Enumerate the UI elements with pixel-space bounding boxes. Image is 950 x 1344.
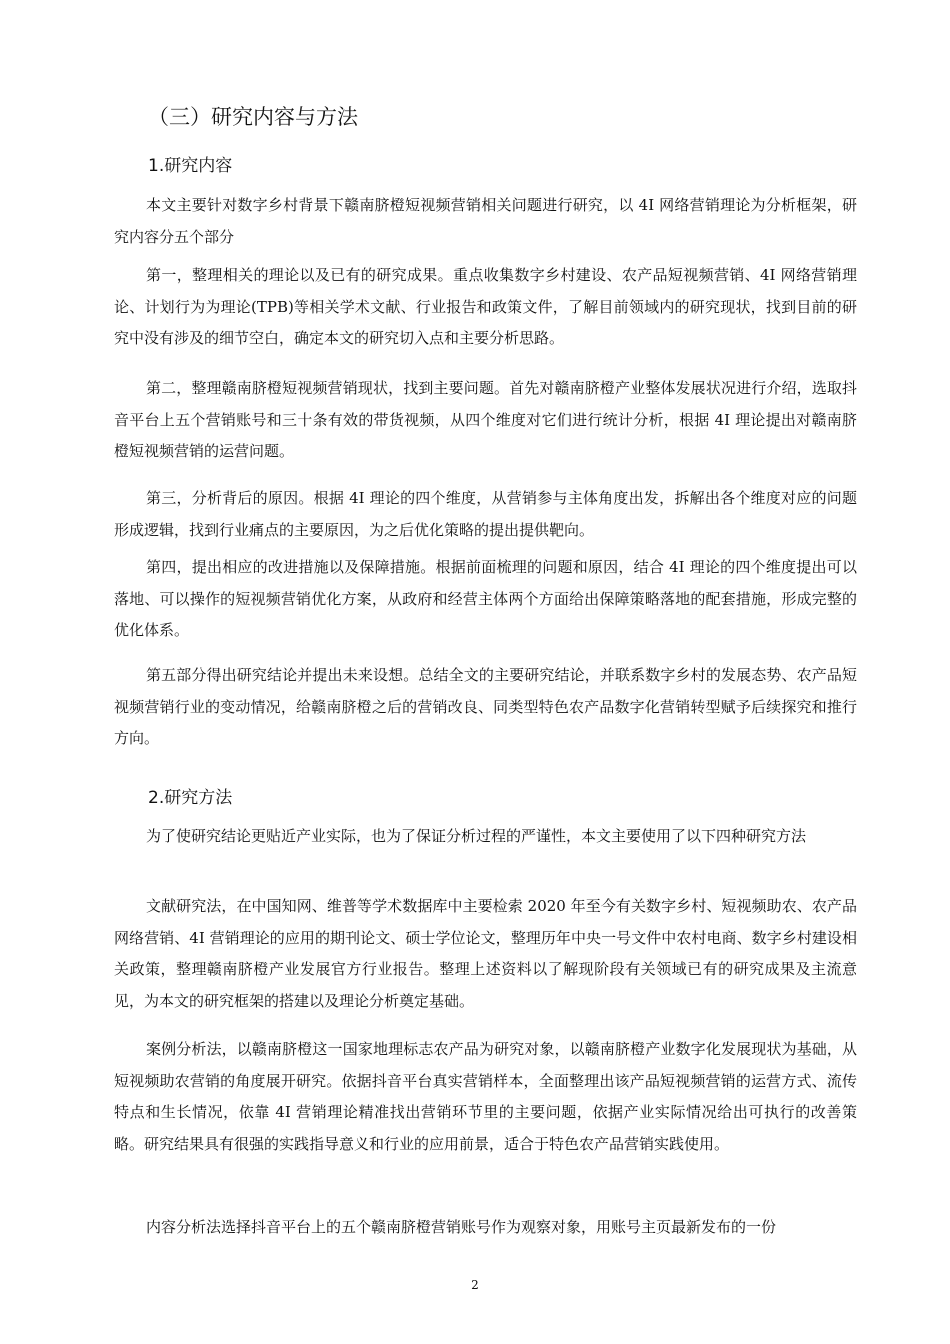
- subsection-heading-research-methods: 2.研究方法: [148, 788, 233, 808]
- paragraph-method-case-study: 案例分析法，以赣南脐橙这一国家地理标志农产品为研究对象，以赣南脐橙产业数字化发展现状为基础，从短视频助农营销的角度展开研究。依据抖音平台真实营销样本，全面整理出该产品短视频营销的运营方式、流传特点和生长情况，依靠 4I 营销理论精准找出营销环节里的主要问题，依据产业实际情况给出可执行的改善策略。研究结果具有很强的实践指导意义和行业的应用前景，适合于特色农产品营销实践使用。: [114, 1040, 857, 1153]
- paragraph-content-part-2: 第二，整理赣南脐橙短视频营销现状，找到主要问题。首先对赣南脐橙产业整体发展状况进行介绍，选取抖音平台上五个营销账号和三十条有效的带货视频，从四个维度对它们进行统计分析，根据 4I 理论提出对赣南脐橙短视频营销的运营问题。: [114, 379, 857, 460]
- paragraph-content-intro: 本文主要针对数字乡村背景下赣南脐橙短视频营销相关问题进行研究，以 4I 网络营销理论为分析框架，研究内容分五个部分: [114, 196, 857, 246]
- paragraph-content-part-5: 第五部分得出研究结论并提出未来设想。总结全文的主要研究结论，并联系数字乡村的发展态势、农产品短视频营销行业的变动情况，给赣南脐橙之后的营销改良、同类型特色农产品数字化营销转型赋予后续探究和推行方向。: [114, 666, 857, 747]
- paragraph-content-part-4: 第四，提出相应的改进措施以及保障措施。根据前面梳理的问题和原因，结合 4I 理论的四个维度提出可以落地、可以操作的短视频营销优化方案，从政府和经营主体两个方面给出保障策略落地的配套措施，形成完整的优化体系。: [114, 558, 857, 639]
- subsection-heading-research-content: 1.研究内容: [148, 156, 233, 176]
- paragraph-content-part-1: 第一，整理相关的理论以及已有的研究成果。重点收集数字乡村建设、农产品短视频营销、4I 网络营销理论、计划行为为理论(TPB)等相关学术文献、行业报告和政策文件，了解目前领域内的研究现状，找到目前的研究中没有涉及的细节空白，确定本文的研究切入点和主要分析思路。: [114, 266, 857, 347]
- paragraph-method-content-analysis: 内容分析法选择抖音平台上的五个赣南脐橙营销账号作为观察对象，用账号主页最新发布的一份: [146, 1218, 777, 1236]
- page-number: 2: [471, 1278, 479, 1292]
- paragraph-method-literature: 文献研究法，在中国知网、维普等学术数据库中主要检索 2020 年至今有关数字乡村、短视频助农、农产品网络营销、4I 营销理论的应用的期刊论文、硕士学位论文，整理历年中央一号文件中农村电商、数字乡村建设相关政策，整理赣南脐橙产业发展官方行业报告。整理上述资料以了解现阶段有关领域已有的研究成果及主流意见，为本文的研究框架的搭建以及理论分析奠定基础。: [114, 897, 857, 1010]
- paragraph-content-part-3: 第三，分析背后的原因。根据 4I 理论的四个维度，从营销参与主体角度出发，拆解出各个维度对应的问题形成逻辑，找到行业痛点的主要原因，为之后优化策略的提出提供靶向。: [114, 489, 857, 539]
- paragraph-methods-intro: 为了使研究结论更贴近产业实际，也为了保证分析过程的严谨性，本文主要使用了以下四种研究方法: [146, 827, 807, 845]
- section-heading: （三）研究内容与方法: [148, 105, 358, 129]
